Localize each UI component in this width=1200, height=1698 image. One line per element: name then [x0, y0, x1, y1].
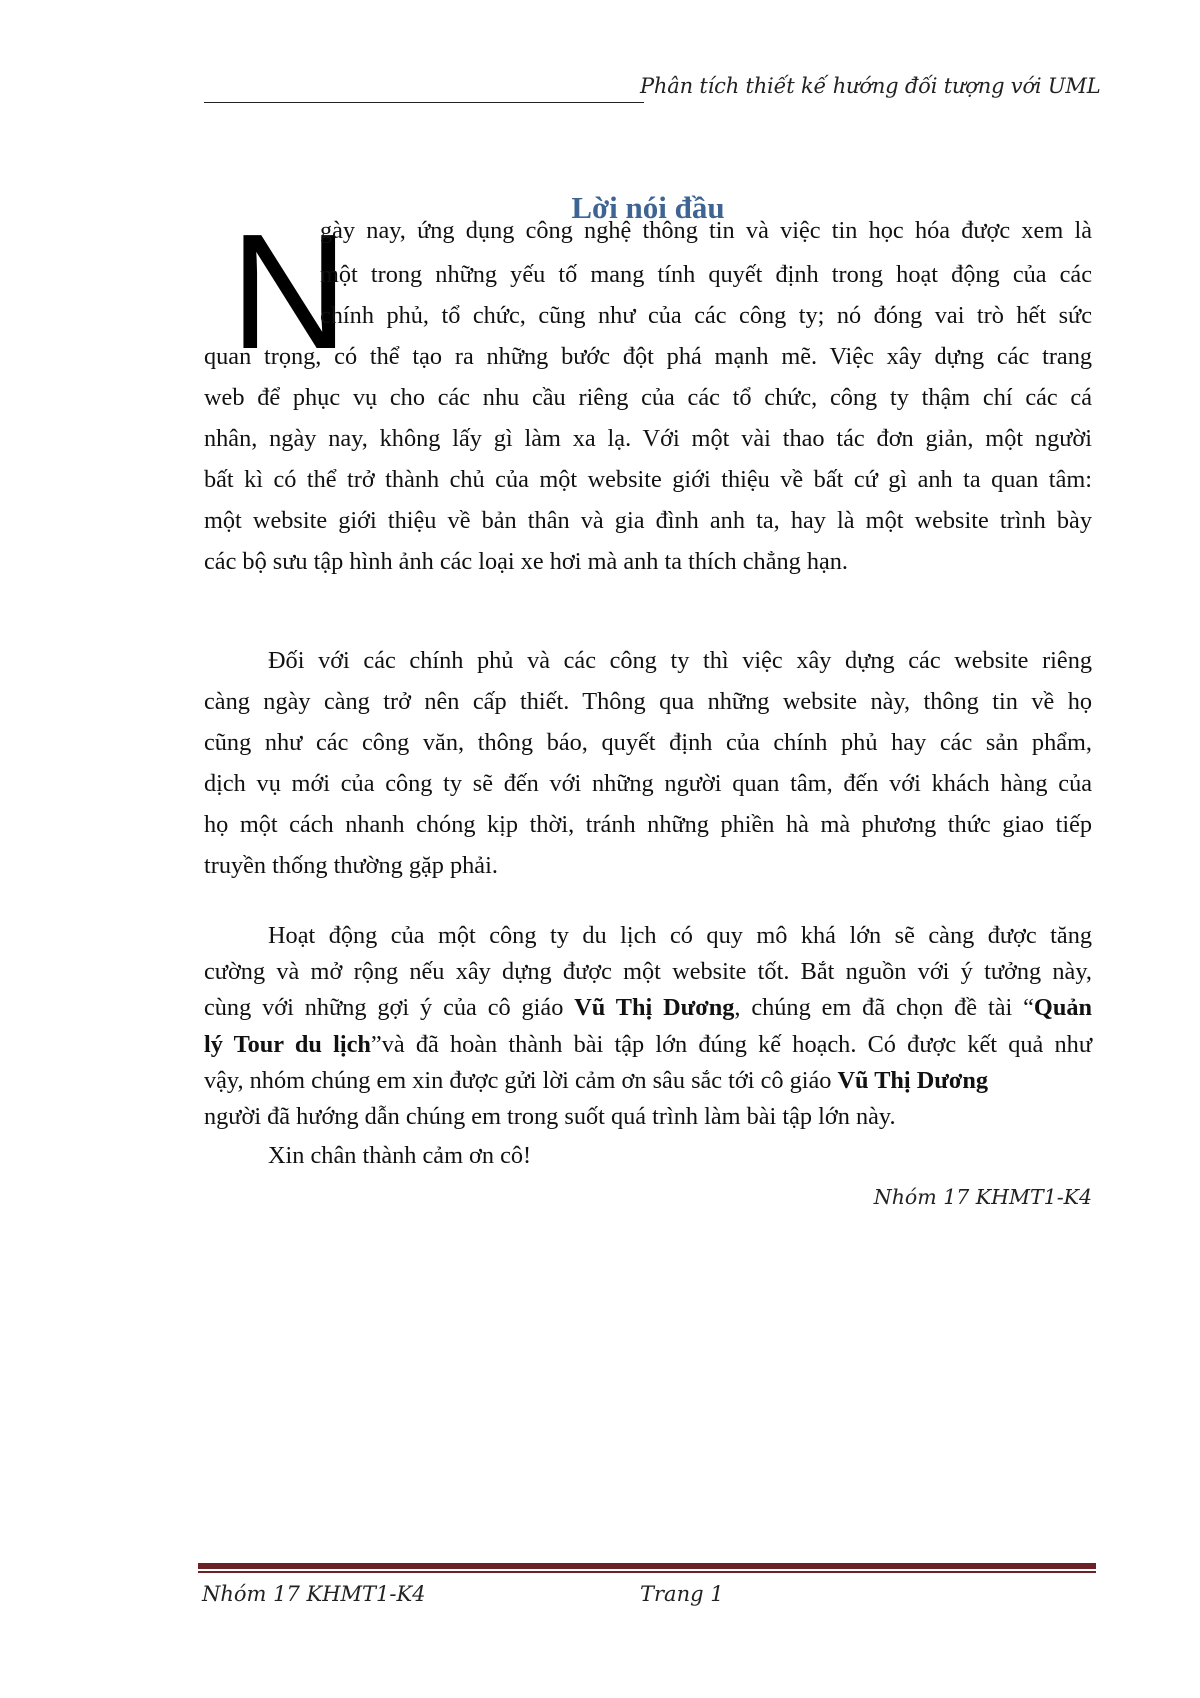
paragraph-line: [204, 990, 1092, 1026]
closing-line: Xin chân thành cảm ơn cô!: [268, 1142, 532, 1170]
paragraph-line: web để phục vụ cho các nhu cầu riêng của các tổ chức, công ty thậm chí các cá: [204, 383, 1092, 411]
paragraph-line: các bộ sưu tập hình ảnh các loại xe hơi mà anh ta thích chẳng hạn.: [204, 547, 849, 575]
page-title: Lời nói đầu: [571, 190, 725, 225]
project-topic: lý Tour du lịch: [204, 1030, 371, 1058]
text-run: , chúng em đã chọn đề tài “: [734, 994, 1034, 1022]
paragraph-line: người đã hướng dẫn chúng em trong suốt quá trình làm bài tập lớn này.: [204, 1102, 896, 1130]
paragraph-line: chính phủ, tổ chức, cũng như của các công ty; nó đóng vai trò hết sức: [320, 301, 1092, 329]
page-number-value: 1: [710, 1582, 724, 1606]
paragraph-line: [204, 1063, 1092, 1099]
paragraph-line: một trong những yếu tố mang tính quyết định trong hoạt động của các: [320, 260, 1092, 288]
text-run: vậy, nhóm chúng em xin được gửi lời cảm ơn sâu sắc tới cô giáo: [204, 1066, 838, 1094]
paragraph-line: [204, 1027, 1092, 1063]
paragraph-line: nhân, ngày nay, không lấy gì làm xa lạ. Với một vài thao tác đơn giản, một người: [204, 424, 1092, 452]
paragraph-line: cường và mở rộng nếu xây dựng được một website tốt. Bắt nguồn với ý tưởng này,: [204, 958, 1092, 986]
header-rule: [204, 102, 644, 103]
teacher-name: Vũ Thị Dương: [837, 1066, 988, 1094]
text-run: ”và đã hoàn thành bài tập lớn đúng kế hoạch. Có được kết quả như: [370, 1030, 1092, 1058]
paragraph-line: bất kì có thể trở thành chủ của một website giới thiệu về bất cứ gì anh ta quan tâm:: [204, 465, 1092, 493]
paragraph-line: dịch vụ mới của công ty sẽ đến với những người quan tâm, đến với khách hàng của: [204, 770, 1092, 797]
paragraph-line: càng ngày càng trở nên cấp thiết. Thông qua những website này, thông tin về họ: [204, 688, 1092, 715]
paragraph-line: gày nay, ứng dụng công nghệ thông tin và việc tin học hóa được xem là: [320, 217, 1092, 244]
signature: Nhóm 17 KHMT1-K4: [873, 1185, 1092, 1209]
paragraph-line: cũng như các công văn, thông báo, quyết định của chính phủ hay các sản phẩm,: [204, 729, 1092, 756]
footer-rule: [198, 1563, 1096, 1569]
paragraph-line: họ một cách nhanh chóng kịp thời, tránh những phiền hà mà phương thức giao tiếp: [204, 811, 1092, 838]
paragraph-line: Đối với các chính phủ và các công ty thì việc xây dựng các website riêng: [268, 647, 1092, 674]
footer-rule-thin: [198, 1571, 1096, 1573]
page-label: Trang: [640, 1582, 704, 1606]
project-topic: Quản: [1033, 994, 1092, 1022]
paragraph-project: [204, 918, 1092, 1174]
page-number: [640, 1582, 724, 1606]
teacher-name: Vũ Thị Dương: [574, 994, 735, 1022]
paragraph-line: quan trọng, có thể tạo ra những bước đột phá mạnh mẽ. Việc xây dựng các trang: [204, 342, 1092, 370]
drop-cap: N: [230, 200, 349, 383]
footer-group: Nhóm 17 KHMT1-K4: [202, 1582, 426, 1606]
header-title: Phân tích thiết kế hướng đối tượng với UML: [640, 74, 1101, 98]
paragraph-websites: [204, 640, 1092, 886]
paragraph-line: truyền thống thường gặp phải.: [204, 852, 498, 879]
paragraph-line: Hoạt động của một công ty du lịch có quy mô khá lớn sẽ càng được tăng: [268, 922, 1092, 949]
text-run: cùng với những gợi ý của cô giáo: [204, 994, 575, 1022]
paragraph-line: một website giới thiệu về bản thân và gia đình anh ta, hay là một website trình bày: [204, 506, 1092, 534]
